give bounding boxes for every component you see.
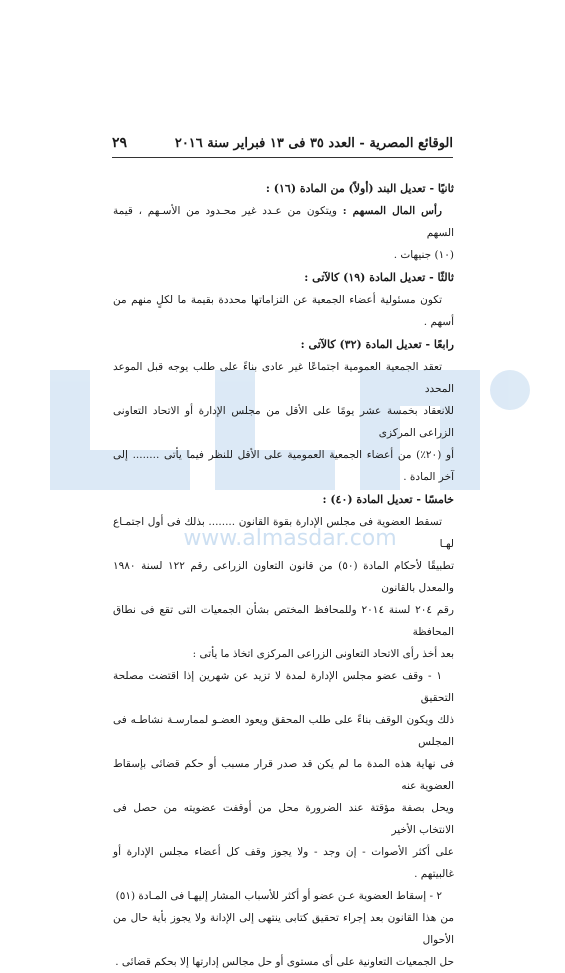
text-line — [113, 841, 454, 885]
line-text: ذلك ويكون الوقف بناءً على طلب المحقق ويعود العضـو لممارسـة نشاطـه فى المجلس — [113, 714, 454, 748]
line-text: خامسًا - تعديل المادة (٤٠) : — [322, 493, 454, 506]
section-heading — [113, 177, 454, 200]
line-text: من هذا القانون بعد إجراء تحقيق كتابى ينتهى إلى الإدانة ولا يجوز بأية حال من الأحوال — [113, 912, 454, 946]
line-text: ٢ - إسقاط العضوية عـن عضو أو أكثر للأسباب المشار إليهـا فى المـادة (٥١) — [115, 890, 442, 902]
header-title: الوقائع المصرية - العدد ٣٥ فى ١٣ فبراير سنة ٢٠١٦ — [174, 135, 453, 151]
text-line — [113, 200, 454, 244]
line-text: تعقد الجمعية العمومية اجتماعًا غير عادى بناءً على طلب يوجه قبل الموعد المحدد — [113, 361, 454, 395]
line-text: حل الجمعيات التعاونية على أى مستوى أو حل مجالس إدارتها إلا بحكم قضائى . — [115, 956, 454, 968]
line-text: أو (٢٠٪) من أعضاء الجمعية العمومية على الأقل للنظر فيما يأتى ........ إلى آخر المادة . — [113, 449, 454, 483]
line-text: ثالثًا - تعديل المادة (١٩) كالآتى : — [304, 271, 454, 284]
line-text: رقم ٢٠٤ لسنة ٢٠١٤ وللمحافظ المختص بشأن الجمعيات التى تقع فى نطاق المحافظة — [113, 604, 454, 638]
page-number: ٢٩ — [112, 135, 128, 151]
line-text: تطبيقًا لأحكام المادة (٥٠) من قانون التعاون الزراعى رقم ١٢٢ لسنة ١٩٨٠ والمعدل بالقانون — [113, 560, 454, 594]
text-line — [113, 444, 454, 488]
line-text: فى نهاية هذه المدة ما لم يكن قد صدر قرار مسبب أو حكم قضائى بإسقاط العضوية عنه — [113, 758, 454, 792]
text-line — [113, 951, 454, 973]
line-text: ثانيًا - تعديل البند (أولاً) من المادة (١٦) : — [265, 182, 454, 195]
page-header — [112, 135, 453, 151]
text-line — [113, 885, 454, 907]
line-text: تكون مسئولية أعضاء الجمعية عن التزاماتها محددة بقيمة ما لكلٍ منهم من أسهم . — [113, 294, 454, 328]
line-text: رابعًا - تعديل المادة (٣٢) كالآتى : — [300, 338, 454, 351]
text-line — [113, 709, 454, 753]
section-heading — [113, 266, 454, 289]
text-line — [113, 643, 454, 665]
text-line — [113, 907, 454, 951]
line-text: تسقط العضوية فى مجلس الإدارة بقوة القانون ........ بذلك فى أول اجتمـاع لهـا — [113, 516, 454, 550]
line-text: للانعقاد بخمسة عشر يومًا على الأقل من مجلس الإدارة أو الاتحاد التعاونى الزراعى المركزى — [113, 405, 454, 439]
line-text: بعد أخذ رأى الاتحاد التعاونى الزراعى المركزى اتخاذ ما يأتى : — [192, 648, 454, 660]
line-text: ويحل بصفة مؤقتة عند الضرورة محل من أوقفت عضويته من حصل فى الانتخاب الأخير — [113, 802, 454, 836]
text-line — [113, 356, 454, 400]
text-line — [113, 599, 454, 643]
text-line — [113, 511, 454, 555]
lead-term: رأس المال المسهم : — [342, 205, 442, 217]
text-line — [113, 797, 454, 841]
text-line — [113, 244, 454, 266]
text-line — [113, 665, 454, 709]
text-line — [113, 555, 454, 599]
line-text: ١ - وقف عضو مجلس الإدارة لمدة لا تزيد عن شهرين إذا اقتضت مصلحة التحقيق — [113, 670, 454, 704]
section-heading — [113, 333, 454, 356]
watermark-url: www.almasdar.com — [183, 526, 397, 551]
text-line — [113, 289, 454, 333]
text-line — [113, 400, 454, 444]
header-divider — [112, 157, 453, 158]
line-text: ويتكون من عـدد غير محـدود من الأسـهم ، قيمة السهم — [113, 205, 454, 239]
section-heading — [113, 488, 454, 511]
line-text: على أكثر الأصوات - إن وجد - ولا يجوز وقف كل أعضاء مجلس الإدارة أو غالبيتهم . — [113, 846, 454, 880]
document-body — [113, 177, 454, 973]
text-line — [113, 753, 454, 797]
line-text: (١٠) جنيهات . — [393, 249, 454, 261]
